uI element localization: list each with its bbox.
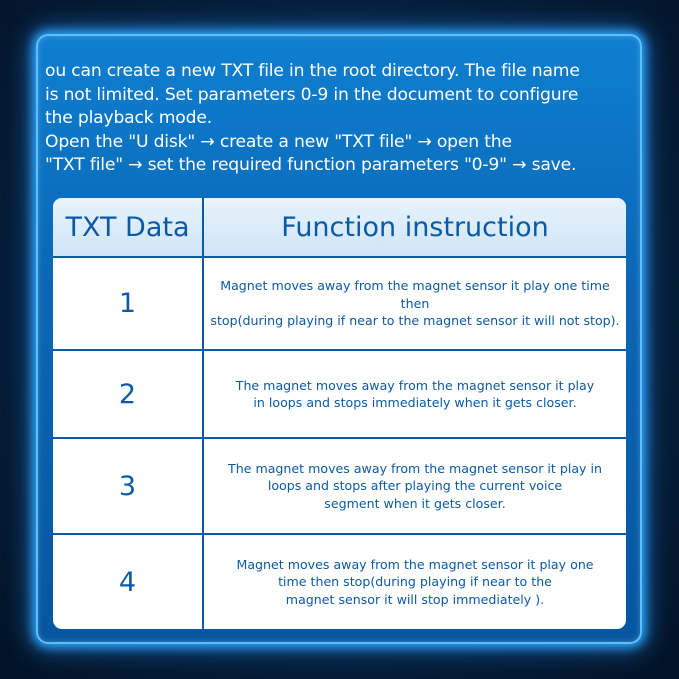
table-row	[53, 258, 626, 351]
function-table	[53, 198, 626, 629]
row-instruction-text: The magnet moves away from the magnet sensor it play in loops and stops after playing the current voice segment when it gets closer.	[228, 460, 602, 511]
row-number: 1	[53, 258, 204, 349]
row-number: 3	[53, 439, 204, 533]
header-txt-data: TXT Data	[53, 198, 204, 256]
row-instruction-text: The magnet moves away from the magnet sensor it play in loops and stops immediately when it gets closer.	[235, 377, 595, 410]
table-row	[53, 351, 626, 439]
intro-line: ou can create a new TXT file in the root directory. The file name	[45, 61, 580, 81]
row-instruction	[204, 258, 626, 349]
row-instruction-text: Magnet moves away from the magnet sensor it play one time then stop(during playing if near to the magnet sensor it will not stop).	[210, 278, 620, 329]
intro-text	[45, 60, 645, 178]
intro-line: the playback mode.	[45, 108, 212, 128]
row-instruction	[204, 439, 626, 533]
intro-line: "TXT file" → set the required function parameters "0-9" → save.	[45, 155, 577, 175]
header-function-instruction: Function instruction	[281, 211, 549, 243]
row-instruction	[204, 535, 626, 629]
row-number: 2	[53, 351, 204, 437]
row-instruction-text: Magnet moves away from the magnet sensor it play one time then stop(during playing if near to the magnet sensor it will stop immediately ).	[236, 556, 594, 607]
table-row	[53, 439, 626, 535]
table-row	[53, 535, 626, 629]
row-instruction	[204, 351, 626, 437]
row-number: 4	[53, 535, 204, 629]
intro-line: Open the "U disk" → create a new "TXT file" → open the	[45, 131, 512, 152]
table-header	[53, 198, 626, 258]
intro-line: is not limited. Set parameters 0-9 in the document to configure	[45, 84, 579, 105]
